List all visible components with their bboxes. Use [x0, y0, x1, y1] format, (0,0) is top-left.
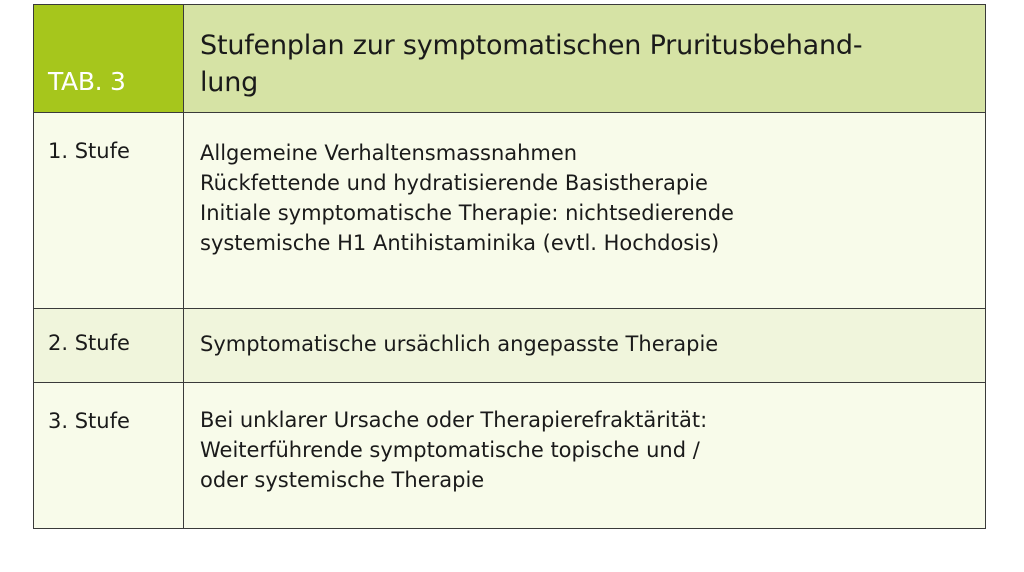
- stage-2-line: Symptomatische ursächlich angepasste Therapie: [200, 332, 719, 356]
- stage-1-line: systemische H1 Antihistaminika (evtl. Hochdosis): [200, 231, 720, 255]
- stage-1-line: Rückfettende und hydratisierende Basistherapie: [200, 171, 708, 195]
- stage-1-line: Initiale symptomatische Therapie: nichtsedierende: [200, 201, 734, 225]
- stage-3-line: Weiterführende symptomatische topische und /: [200, 438, 700, 462]
- stage-3-line: oder systemische Therapie: [200, 468, 485, 492]
- stage-1-label: 1. Stufe: [34, 113, 183, 309]
- table-title: Stufenplan zur symptomatischen Pruritusbehand- lung: [183, 5, 985, 113]
- table-label: TAB. 3: [34, 5, 183, 113]
- stage-1-content: [183, 113, 985, 309]
- stage-3-label: 3. Stufe: [34, 383, 183, 528]
- stage-2-label: 2. Stufe: [34, 309, 183, 383]
- stage-1-line: Allgemeine Verhaltensmassnahmen: [200, 141, 578, 165]
- stage-3-content: [183, 383, 985, 528]
- stage-2-content: [183, 309, 985, 383]
- therapy-table: [33, 4, 986, 529]
- stage-3-line: Bei unklarer Ursache oder Therapierefraktärität:: [200, 408, 708, 432]
